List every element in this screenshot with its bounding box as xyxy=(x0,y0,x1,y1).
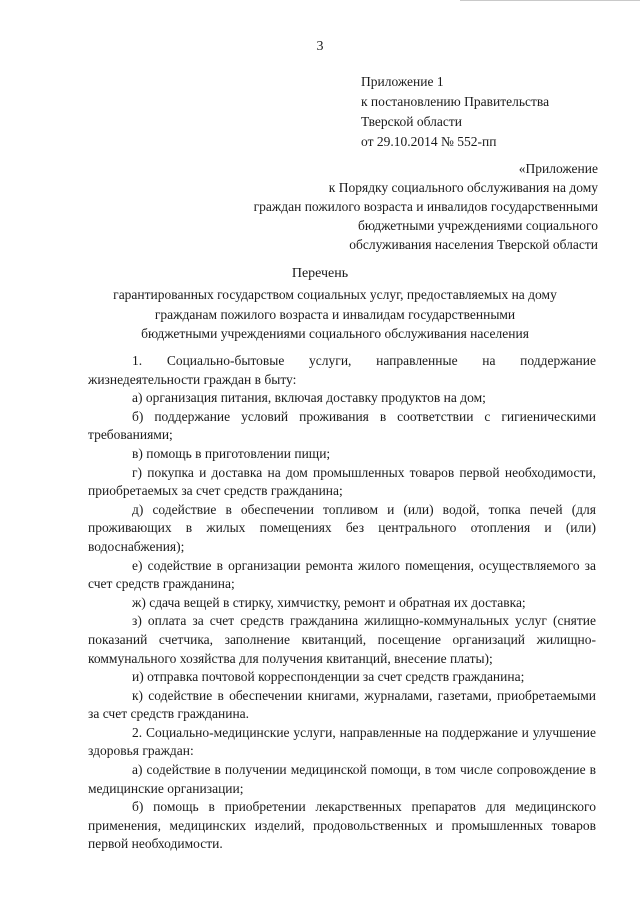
order-appendix-header xyxy=(178,159,598,254)
order-header-line: к Порядку социального обслуживания на дому xyxy=(328,180,598,195)
list-item: г) покупка и доставка на дом промышленных товаров первой необходимости, приобретаемых за счет средств гражданина; xyxy=(88,464,596,499)
appendix-line: Тверской области xyxy=(361,114,462,129)
list-item: е) содействие в организации ремонта жилого помещения, осуществляемого за счет средств гражданина; xyxy=(88,557,596,592)
order-header-line: «Приложение xyxy=(518,161,598,176)
list-item: ж) сдача вещей в стирку, химчистку, ремонт и обратная их доставка; xyxy=(132,594,526,610)
list-item: б) поддержание условий проживания в соответствии с гигиеническими требованиями; xyxy=(88,408,596,443)
order-header-line: граждан пожилого возраста и инвалидов государственными xyxy=(253,199,598,214)
subtitle-line: гражданам пожилого возраста и инвалидам государственными xyxy=(154,306,516,322)
list-item-section-2: 2. Социально-медицинские услуги, направленные на поддержание и улучшение здоровья граждан: xyxy=(88,724,596,759)
list-item: к) содействие в обеспечении книгами, журналами, газетами, приобретаемыми за счет средств гражданина. xyxy=(88,687,596,722)
subtitle-line: гарантированных государством социальных услуг, предоставляемых на дому xyxy=(113,287,557,302)
list-item: а) организация питания, включая доставку продуктов на дом; xyxy=(132,390,486,406)
appendix-header xyxy=(361,72,621,152)
subtitle-line: бюджетными учреждениями социального обслуживания населения xyxy=(141,326,529,341)
list-item: д) содействие в обеспечении топливом и (или) водой, топка печей (для проживающих в жилых помещениях без центрального отопления и (или) водоснабжения); xyxy=(88,501,596,554)
list-item: в) помощь в приготовлении пищи; xyxy=(132,445,331,461)
appendix-line: Приложение 1 xyxy=(361,74,444,89)
order-header-line: обслуживания населения Тверской области xyxy=(349,237,598,252)
list-title: Перечень xyxy=(291,266,349,281)
list-subtitle xyxy=(70,285,600,344)
list-item-section-1: 1. Социально-бытовые услуги, направленные на поддержание жизнедеятельности граждан в быту: xyxy=(88,353,596,387)
page-number: 3 xyxy=(316,39,324,54)
services-list xyxy=(88,352,596,854)
order-header-line: бюджетными учреждениями социального xyxy=(357,218,598,233)
scan-edge-mark xyxy=(460,0,640,7)
list-item: з) оплата за счет средств гражданина жилищно-коммунальных услуг (снятие показаний счетчика, заполнение квитанций, посещение организаций жилищно-коммунального хозяйства для получения квитанций, внесение платы); xyxy=(88,613,596,666)
list-item: б) помощь в приобретении лекарственных препаратов для медицинского применения, медицинских изделий, продовольственных и промышленных товаров первой необходимости. xyxy=(88,799,596,852)
list-item: а) содействие в получении медицинской помощи, в том числе сопровождение в медицинские организации; xyxy=(88,762,596,796)
appendix-line: от 29.10.2014 № 552-пп xyxy=(361,134,497,149)
appendix-line: к постановлению Правительства xyxy=(361,94,550,109)
list-item: и) отправка почтовой корреспонденции за счет средств гражданина; xyxy=(132,669,525,685)
